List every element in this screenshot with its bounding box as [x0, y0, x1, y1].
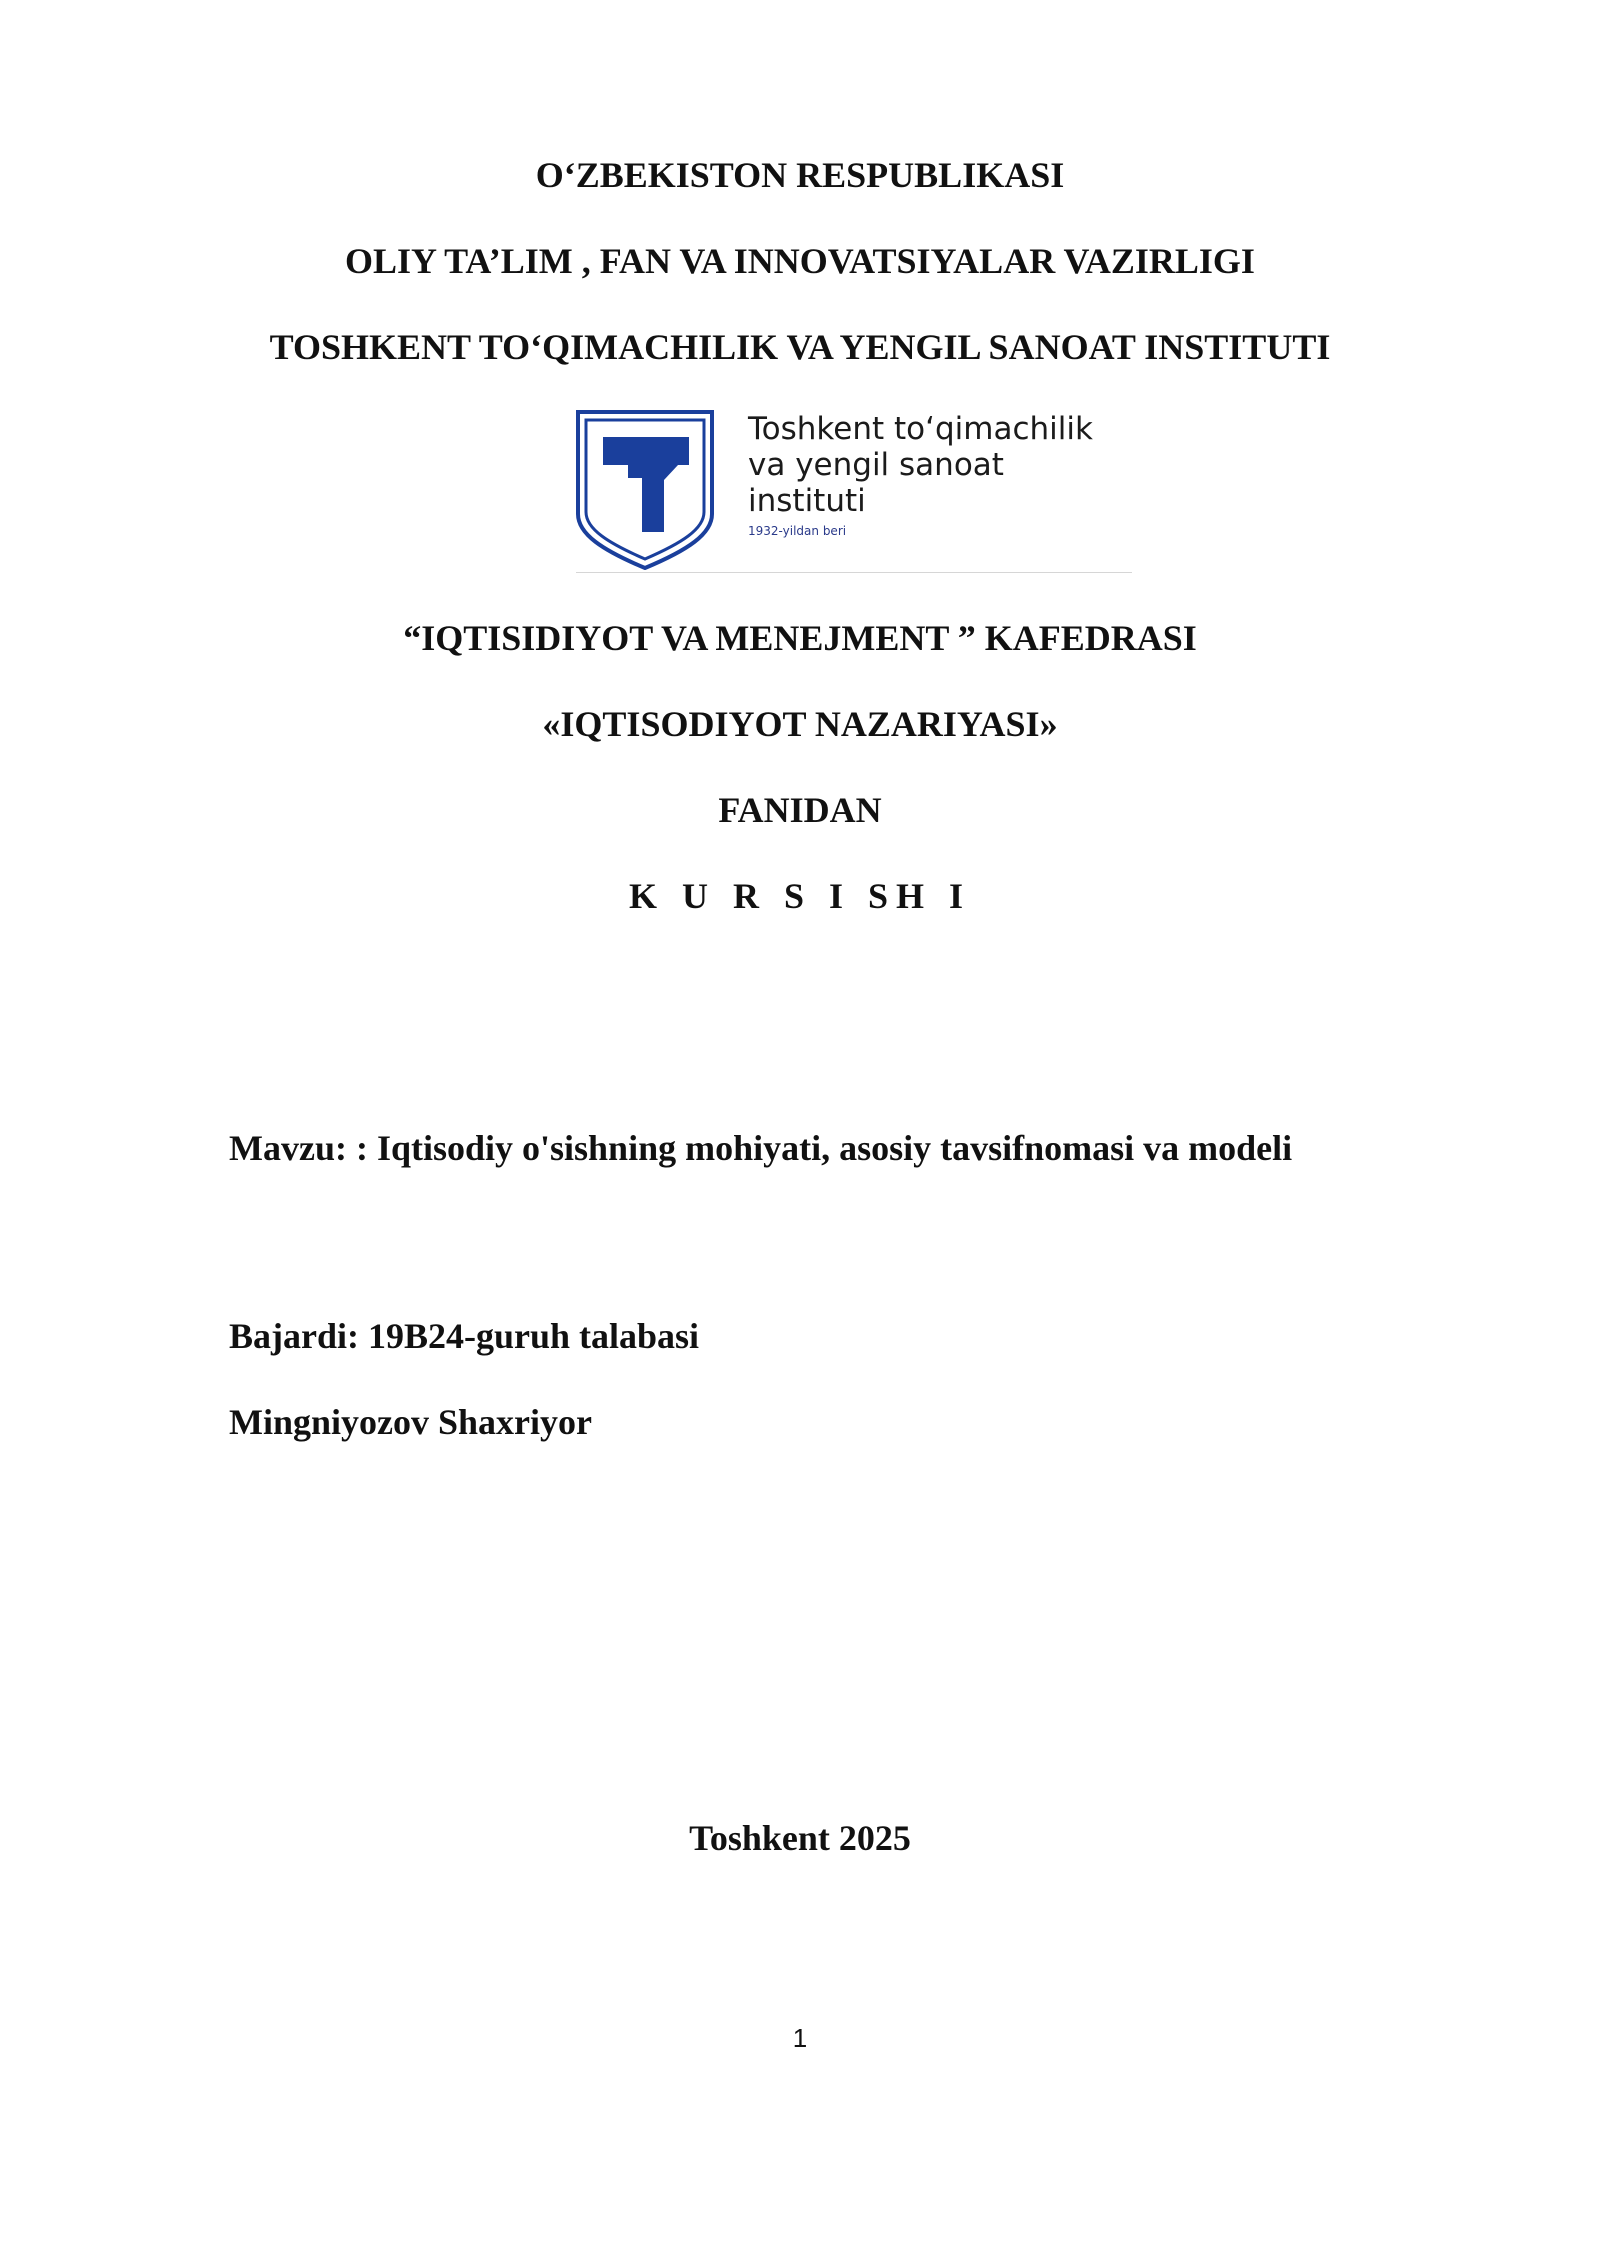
fanidan-heading: FANIDAN [718, 790, 882, 830]
subject-heading: «IQTISODIYOT NAZARIYASI» [542, 704, 1058, 744]
topic-line: Mavzu: : Iqtisodiy o'sishning mohiyati, asosiy tavsifnomasi va modeli [229, 1128, 1293, 1168]
logo-text-line2: va yengil sanoat [748, 447, 1004, 483]
ministry-heading: OLIY TA’LIM , FAN VA INNOVATSIYALAR VAZIRLIGI [345, 241, 1255, 281]
logo-text-line1: Toshkent to‘qimachilik [748, 411, 1093, 447]
page-number: 1 [792, 2023, 808, 2053]
institute-heading: TOSHKENT TO‘QIMACHILIK VA YENGIL SANOAT INSTITUTI [269, 327, 1331, 367]
institute-logo [576, 410, 1136, 576]
work-type-heading: K U R S I SH I [628, 876, 972, 916]
country-heading: O‘ZBEKISTON RESPUBLIKASI [535, 155, 1065, 195]
department-heading: “IQTISIDIYOT VA MENEJMENT ” KAFEDRASI [403, 618, 1197, 658]
place-year-line: Toshkent 2025 [689, 1818, 911, 1858]
logo-text-line3: instituti [748, 483, 866, 519]
logo-since-text: 1932-yildan beri [748, 524, 847, 538]
author-group-line: Bajardi: 19B24-guruh talabasi [229, 1316, 700, 1356]
logo-divider [576, 572, 1132, 573]
institute-shield-icon [576, 410, 716, 570]
author-name-line: Mingniyozov Shaxriyor [229, 1402, 593, 1442]
